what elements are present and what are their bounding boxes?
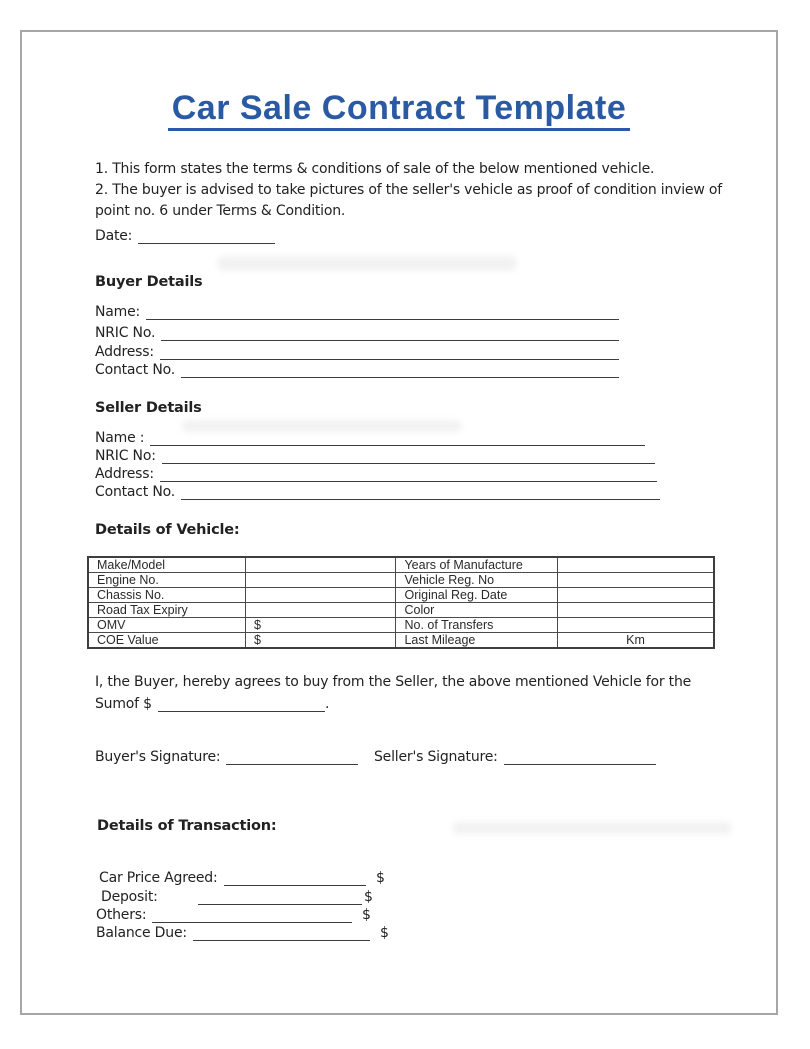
seller-signature-line [374,745,656,765]
table-cell-label: Make/Model [88,557,246,573]
date-blank-line [138,227,275,244]
seller-contact-line [95,480,660,500]
seller-nric-label: NRIC No: [95,448,156,464]
intro-point-2: 2. The buyer is advised to take pictures of the seller's vehicle as proof of condition inview of point no. 6 under Terms & Condition. [95,182,722,219]
table-cell-label: Engine No. [88,573,246,588]
buyer-signature-label: Buyer's Signature: [95,749,221,765]
document-page [20,30,778,1015]
table-cell-value [557,557,714,573]
transaction-details-heading: Details of Transaction: [97,818,277,834]
table-cell-label: Vehicle Reg. No [396,573,558,588]
vehicle-details-heading: Details of Vehicle: [95,522,240,538]
seller-signature-label: Seller's Signature: [374,749,498,765]
seller-contact-label: Contact No. [95,484,175,500]
buyer-nric-line [95,321,619,341]
date-line [95,224,275,244]
balance-due-blank [193,924,370,941]
seller-address-label: Address: [95,466,154,482]
table-cell-label: Years of Manufacture [396,557,558,573]
table-cell-value [246,573,396,588]
car-price-label: Car Price Agreed: [99,870,218,886]
table-cell-value: $ [246,633,396,649]
seller-details-heading: Seller Details [95,400,202,416]
buyer-name-label: Name: [95,304,141,320]
buyer-name-blank [146,303,619,320]
car-price-dollar: $ [376,870,385,886]
table-row [88,633,714,649]
table-cell-label: No. of Transfers [396,618,558,633]
table-row [88,603,714,618]
others-dollar: $ [362,907,371,923]
sum-blank [158,695,325,712]
buyer-address-label: Address: [95,344,154,360]
title-area [22,90,776,131]
balance-due-dollar: $ [380,925,389,941]
table-cell-value [557,588,714,603]
table-cell-label: COE Value [88,633,246,649]
page-title: Car Sale Contract Template [168,90,631,131]
balance-due-label: Balance Due: [96,925,187,941]
table-cell-value: $ [246,618,396,633]
signature-row [95,745,656,765]
sum-period: . [325,696,330,712]
deposit-label: Deposit: [101,889,158,905]
intro-point-1: 1. This form states the terms & conditions of sale of the below mentioned vehicle. [95,161,655,177]
buyer-contact-label: Contact No. [95,362,175,378]
table-cell-label: Original Reg. Date [396,588,558,603]
date-label: Date: [95,228,133,244]
table-cell-value [246,603,396,618]
table-cell-value [557,618,714,633]
table-cell-label: Road Tax Expiry [88,603,246,618]
seller-nric-line [95,444,655,464]
table-cell-value [246,588,396,603]
buyer-signature-line [95,745,358,765]
buyer-signature-blank [226,748,358,765]
buyer-contact-line [95,358,619,378]
scan-smudge [452,822,732,834]
seller-name-label: Name : [95,430,145,446]
table-cell-value [557,573,714,588]
table-row [88,588,714,603]
buyer-address-line [95,340,619,360]
transaction-car-price-line [99,866,385,886]
buyer-details-heading: Buyer Details [95,274,203,290]
vehicle-table [87,556,715,649]
table-cell-label: Color [396,603,558,618]
seller-signature-blank [504,748,656,765]
seller-address-line [95,462,657,482]
deposit-dollar: $ [364,889,373,905]
agreement-line: I, the Buyer, hereby agrees to buy from the Seller, the above mentioned Vehicle for the [95,674,692,690]
table-cell-label: OMV [88,618,246,633]
transaction-deposit-line [101,885,373,905]
buyer-nric-blank [161,324,619,341]
intro-terms [95,159,743,222]
seller-contact-blank [181,483,660,500]
car-price-blank [224,869,366,886]
sum-label: Sumof $ [95,696,152,712]
seller-name-line [95,426,645,446]
scan-smudge [217,256,517,271]
table-cell-label: Last Mileage [396,633,558,649]
table-cell-value: Km [557,633,714,649]
table-row [88,618,714,633]
table-cell-value [557,603,714,618]
table-cell-label: Chassis No. [88,588,246,603]
transaction-others-line [96,903,371,923]
others-label: Others: [96,907,147,923]
table-cell-value [246,557,396,573]
buyer-nric-label: NRIC No. [95,325,156,341]
buyer-name-line [95,300,619,320]
agreement-sum-line [95,692,329,715]
table-row [88,573,714,588]
table-row [88,557,714,573]
transaction-balance-line [96,921,389,941]
buyer-contact-blank [181,361,619,378]
